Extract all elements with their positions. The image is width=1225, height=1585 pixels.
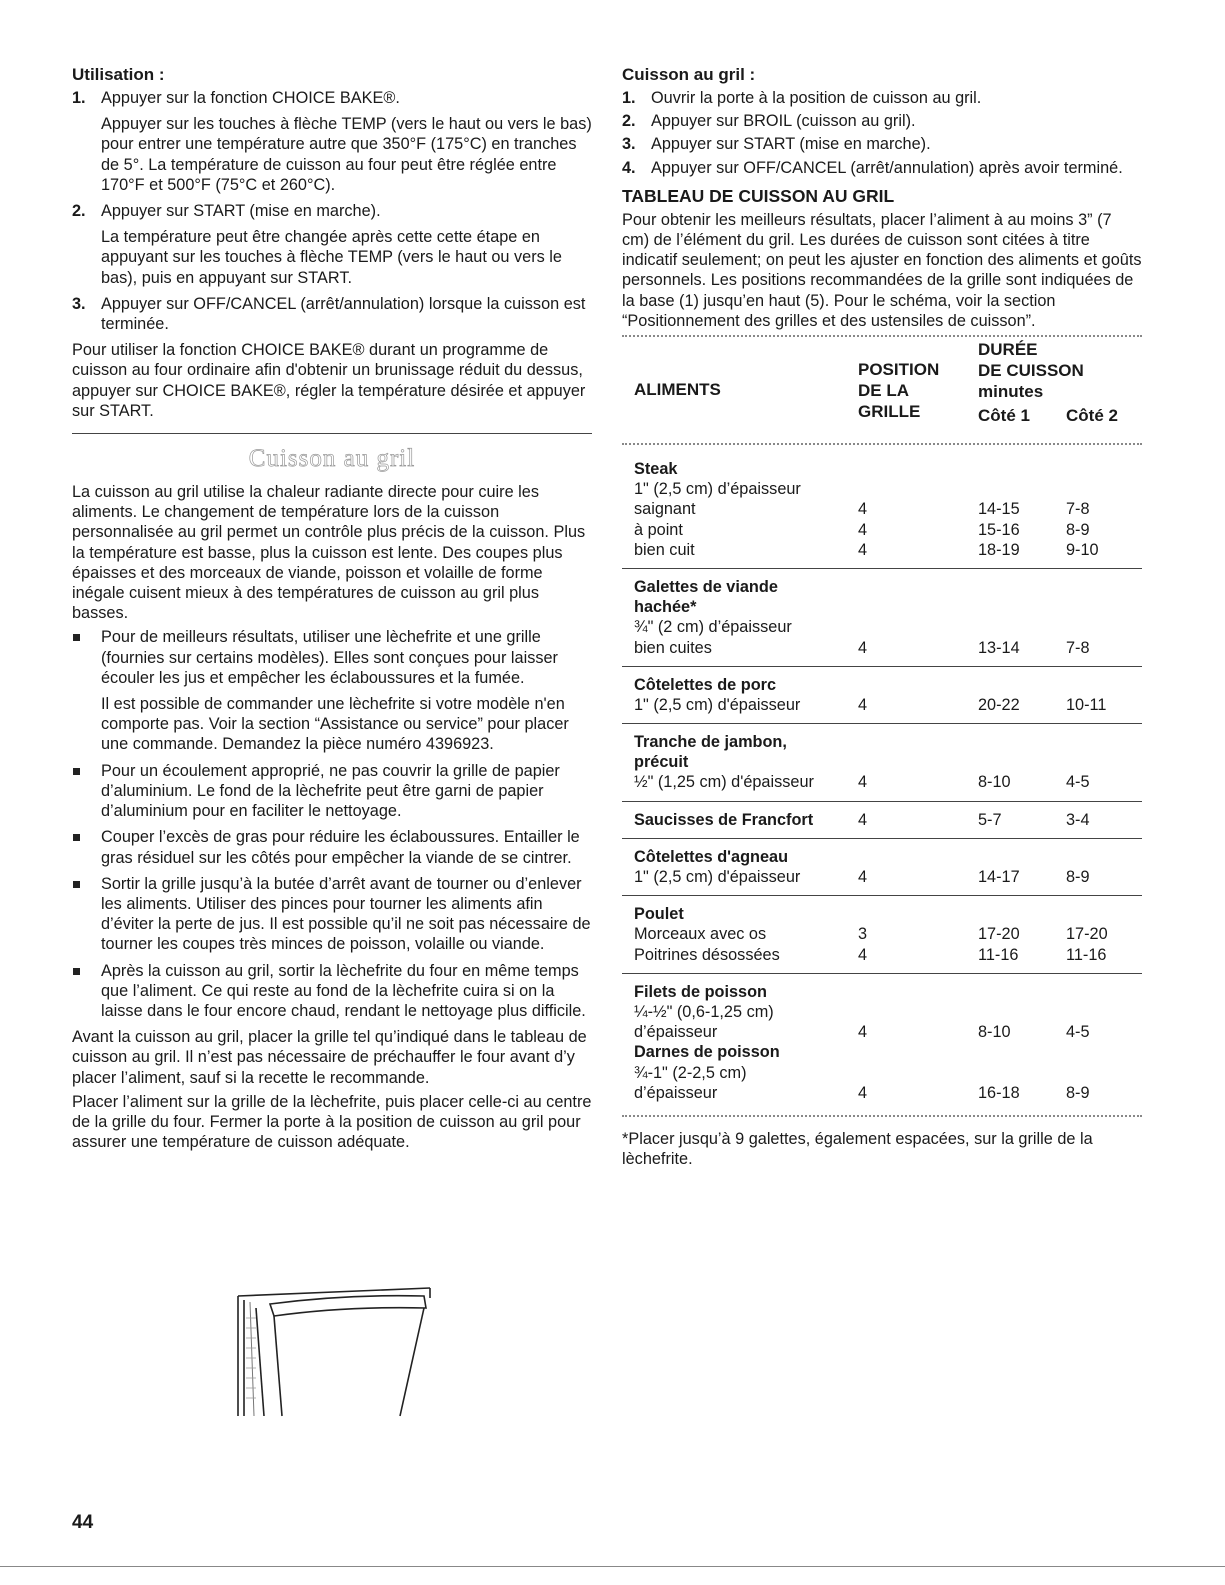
broil-tip [72,761,592,822]
side-2-time: 9-10 [1066,540,1099,559]
food-name: saignant [634,500,696,519]
side-1-time: 14-17 [978,868,1020,887]
broil-tip [72,627,592,754]
table-line [622,459,1142,479]
rack-position: 4 [858,1083,868,1102]
choice-bake-paragraph: Pour utiliser la fonction CHOICE BAKE® durant un programme de cuisson au four ordinaire afin d'obtenir un brunissage réduit du dessus, appuyer sur CHOICE BAKE®, régler la température désirée et appuyer sur START. [72,341,586,420]
step-text: Appuyer sur START (mise en marche). [101,202,381,221]
table-line [622,1063,1142,1083]
food-name: ¾" (2 cm) d’épaisseur [634,618,792,637]
food-name: Poulet [634,905,684,924]
step-text: La température peut être changée après cette cette étape en appuyant sur les touches à flèche TEMP (vers le haut ou vers le bas), puis en appuyant sur START. [101,228,562,287]
side-2-time: 17-20 [1066,925,1108,944]
table-footnote: *Placer jusqu’à 9 galettes, également espacées, sur la grille de la lèchefrite. [622,1129,1093,1169]
table-header [622,341,1142,439]
food-name: bien cuites [634,638,712,657]
tip-text: Pour un écoulement approprié, ne pas couvrir la grille de papier d’aluminium. Le fond de la lèchefrite peut être garni de papier d’aluminium pour en faciliter le nettoyage. [101,761,560,821]
oven-door-illustration [234,1278,434,1418]
right-column [622,64,1142,1173]
page-bottom-rule [0,1566,1225,1567]
table-row [622,974,1142,1111]
broil-step [622,158,1142,178]
table-line [622,499,1142,519]
table-line [622,617,1142,637]
side-1-time: 13-14 [978,638,1020,657]
food-name: Tranche de jambon, [634,733,787,752]
side-2-time: 7-8 [1066,638,1090,657]
food-name: Saucisses de Francfort [634,810,814,829]
table-row [622,667,1142,724]
rack-position: 4 [858,520,868,539]
side-2-time: 3-4 [1066,810,1090,829]
food-name: 1" (2,5 cm) d'épaisseur [634,695,801,714]
step-text: Appuyer sur les touches à flèche TEMP (vers le haut ou vers le bas) pour entrer une température autre que 350°F (175°C) en tranches de 5°. La température de cuisson au four peut être réglée entre 170°F et 500°F (75°C et 260°C). [101,115,592,194]
col-header-position-3: GRILLE [858,402,921,422]
food-name: ¼-½" (0,6-1,25 cm) [634,1002,774,1021]
food-name: ½" (1,25 cm) d'épaisseur [634,773,814,792]
broil-tips-list [72,627,592,1021]
table-line [622,1022,1142,1042]
broil-step [622,134,1142,154]
tip-text: Il est possible de commander une lèchefrite si votre modèle n'en comporte pas. Voir la section “Assistance ou service” pour placer une commande. Demandez la pièce numéro 4396923. [101,695,569,754]
side-2-time: 8-9 [1066,1083,1090,1102]
table-line [622,577,1142,597]
step-text: Appuyer sur OFF/CANCEL (arrêt/annulation) lorsque la cuisson est terminée. [101,294,586,334]
food-name: Côtelettes de porc [634,675,777,694]
col-header-position-2: DE LA [858,381,909,401]
bullet-square-icon [73,768,80,775]
step-text: Appuyer sur la fonction CHOICE BAKE®. [101,89,400,107]
food-name: ¾-1" (2-2,5 cm) [634,1063,747,1082]
broil-step [622,111,1142,131]
step-text: Appuyer sur START (mise en marche). [651,135,931,154]
left-column [72,64,592,1156]
table-line [622,772,1142,792]
food-name: Galettes de viande [634,577,778,596]
food-name: Morceaux avec os [634,925,767,944]
rack-position: 4 [858,945,868,964]
broil-steps [622,88,1142,178]
side-1-time: 14-15 [978,500,1020,519]
tip-text: Sortir la grille jusqu’à la butée d’arrêt avant de tourner ou d’enlever les aliments. Utiliser des pinces pour tourner les aliments afin d’éviter la perte de jus. Il est possible qu’il ne soit pas nécessaire de tourner les coupes très minces de poisson, volaille ou viande. [101,874,591,954]
step-number: 2. [622,112,636,131]
table-line [622,1083,1142,1103]
col-header-side-1: Côté 1 [978,406,1030,426]
table-line [622,479,1142,499]
table-line [622,732,1142,752]
side-2-time: 8-9 [1066,868,1090,887]
col-header-position-1: POSITION [858,360,940,380]
step-text: Appuyer sur BROIL (cuisson au gril). [651,112,916,131]
rack-position: 4 [858,695,868,714]
food-name: Steak [634,460,678,479]
col-header-side-2: Côté 2 [1066,406,1118,426]
side-2-time: 4-5 [1066,1023,1090,1042]
utilisation-heading: Utilisation : [72,65,165,84]
table-line [622,540,1142,560]
food-name: bien cuit [634,540,695,559]
tip-text: Après la cuisson au gril, sortir la lèchefrite du four en même temps que l’aliment. Ce qui reste au fond de la lèchefrite cuira si on la laisse dans le four encore chaud, rendant le nettoyage plus difficile. [101,961,586,1020]
food-name: d’épaisseur [634,1023,718,1042]
broil-intro: La cuisson au gril utilise la chaleur radiante directe pour cuire les aliments. Le changement de température lors de la cuisson personnalisée au gril permet un contrôle plus précis de la cuisson. Plus la température est basse, plus la cuisson est lente. Des coupes plus épaisses et des morceaux de viande, poisson et volaille de forme inégale cuisent mieux à des températures de cuisson au gril plus basses. [72,483,586,623]
utilisation-steps [72,88,592,334]
rack-position: 4 [858,638,868,657]
table-row [622,839,1142,896]
table-line [622,597,1142,617]
step-number: 1. [72,89,86,107]
bullet-square-icon [73,834,80,841]
table-line [622,695,1142,715]
section-divider [72,433,592,434]
tip-text: Couper l’excès de gras pour réduire les éclaboussures. Entailler le gras résiduel sur les côtés pour empêcher la viande de se cintrer. [101,828,580,867]
rack-position: 4 [858,1023,868,1042]
step-number: 2. [72,202,86,221]
table-row [622,896,1142,974]
table-line [622,924,1142,944]
broil-step [622,88,1142,108]
table-line [622,982,1142,1002]
food-name: Côtelettes d'agneau [634,847,789,866]
col-header-duree-3: minutes [978,382,1044,402]
col-header-duree-1: DURÉE [978,340,1038,360]
side-1-time: 8-10 [978,773,1011,792]
broil-tip [72,827,592,867]
step-number: 3. [622,135,636,154]
tip-text: Pour de meilleurs résultats, utiliser une lèchefrite et une grille (fournies sur certains modèles). Elles sont conçues pour laisser écouler les jus et empêcher les éclaboussures et la fumée. [101,628,558,687]
food-name: Filets de poisson [634,982,767,1001]
step-number: 1. [622,89,636,107]
food-name: 1" (2,5 cm) d'épaisseur [634,868,801,887]
table-line [622,945,1142,965]
side-1-time: 18-19 [978,540,1020,559]
side-1-time: 5-7 [978,810,1002,829]
table-line [622,904,1142,924]
side-2-time: 7-8 [1066,500,1090,519]
table-line [622,847,1142,867]
table-row [622,802,1142,839]
broil-table-body [622,451,1142,1111]
food-name: à point [634,520,683,539]
utilisation-step [72,201,592,288]
rack-position: 4 [858,540,868,559]
food-name: d’épaisseur [634,1083,718,1102]
rack-position: 4 [858,500,868,519]
side-1-time: 11-16 [978,945,1019,964]
table-line [622,810,1142,830]
rack-position: 3 [858,925,868,944]
broil-tip [72,874,592,955]
side-1-time: 20-22 [978,695,1020,714]
col-header-duree-2: DE CUISSON [978,361,1084,381]
table-line [622,1042,1142,1062]
page-number: 44 [72,1512,94,1533]
step-text: Appuyer sur OFF/CANCEL (arrêt/annulation) après avoir terminé. [651,158,1123,177]
food-name: Poitrines désossées [634,945,780,964]
side-2-time: 10-11 [1066,695,1107,714]
step-text: Ouvrir la porte à la position de cuisson au gril. [651,89,982,107]
table-line [622,867,1142,887]
table-heading: TABLEAU DE CUISSON AU GRIL [622,185,895,206]
side-1-time: 17-20 [978,925,1020,944]
side-1-time: 16-18 [978,1083,1020,1102]
side-1-time: 8-10 [978,1023,1011,1042]
table-line [622,1002,1142,1022]
before-broil-paragraph: Avant la cuisson au gril, placer la grille tel qu’indiqué dans le tableau de cuisson au gril. Il n’est pas nécessaire de préchauffer le four avant d’y placer l’aliment, sauf si la recette le recommande. [72,1028,587,1087]
food-name: hachée* [634,598,697,617]
step-number: 3. [72,294,86,313]
rack-position: 4 [858,773,868,792]
bullet-square-icon [73,968,80,975]
side-2-time: 8-9 [1066,520,1090,539]
place-food-paragraph: Placer l’aliment sur la grille de la lèchefrite, puis placer celle-ci au centre de la grille du four. Fermer la porte à la position de cuisson au gril pour assurer une température de cuisson adéquate. [72,1092,592,1152]
table-line [622,752,1142,772]
broil-heading: Cuisson au gril : [622,65,756,84]
bullet-square-icon [73,634,80,641]
col-header-aliments: ALIMENTS [634,380,721,400]
table-header-border [622,443,1142,449]
utilisation-step [72,294,592,334]
table-row [622,724,1142,802]
rack-position: 4 [858,810,868,829]
side-2-time: 4-5 [1066,773,1090,792]
table-row [622,451,1142,569]
food-name: précuit [634,753,689,772]
utilisation-step [72,88,592,195]
table-bottom-border [622,1115,1142,1121]
food-name: 1" (2,5 cm) d’épaisseur [634,480,801,499]
side-1-time: 15-16 [978,520,1020,539]
broil-tip [72,961,592,1022]
section-title: Cuisson au gril [248,445,416,473]
table-line [622,675,1142,695]
table-intro: Pour obtenir les meilleurs résultats, placer l’aliment à au moins 3” (7 cm) de l’élément du gril. Les durées de cuisson sont citées à titre indicatif seulement; on peut les ajuster en fonction des aliments et goûts personnels. Les positions recommandées de la grille sont indiquées de la base (1) jusqu’en haut (5). Pour le schéma, voir la section “Positionnement des grilles et des ustensiles de cuisson”. [622,210,1142,330]
bullet-square-icon [73,881,80,888]
table-line [622,520,1142,540]
table-line [622,638,1142,658]
step-number: 4. [622,158,636,177]
food-name: Darnes de poisson [634,1043,780,1062]
table-row [622,569,1142,667]
side-2-time: 11-16 [1066,945,1107,964]
rack-position: 4 [858,868,868,887]
